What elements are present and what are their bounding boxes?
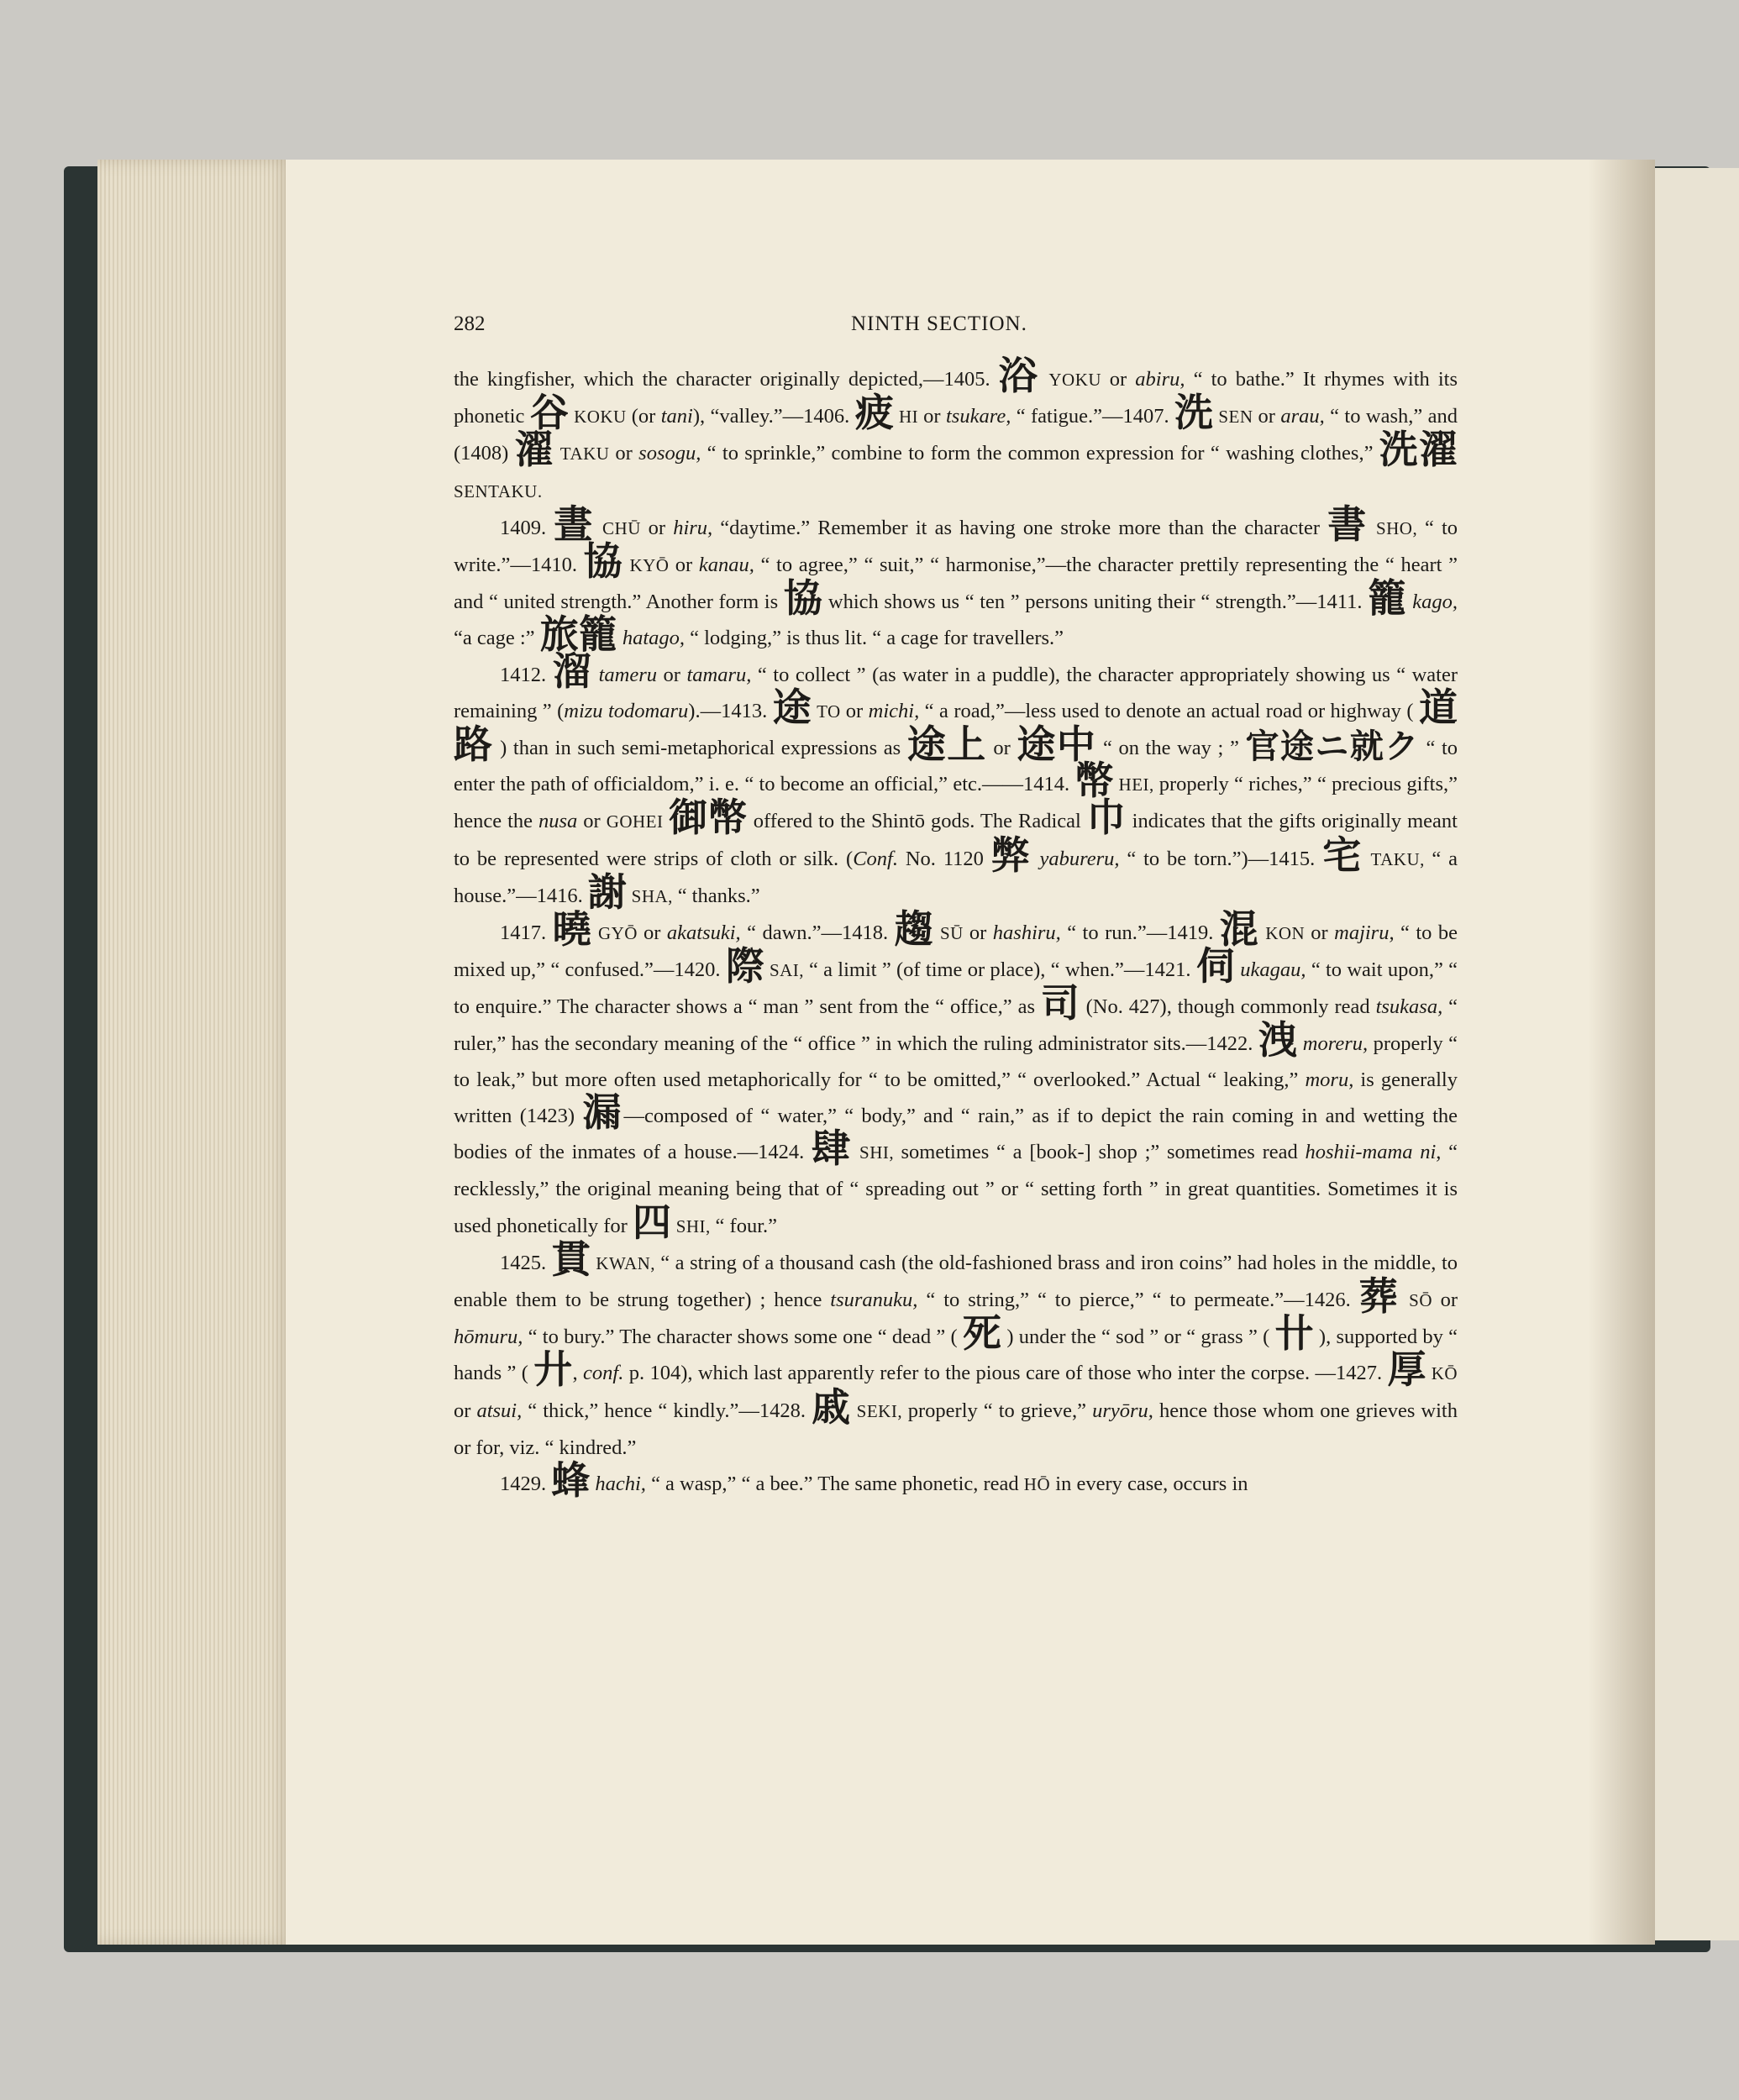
page-gutter-shadow bbox=[1588, 160, 1655, 1945]
kanji-character: 司 bbox=[1040, 980, 1080, 1026]
reading-smallcaps: SHA, bbox=[626, 885, 678, 906]
kanji-character: 疲 bbox=[854, 390, 894, 436]
text-run: is generally written (1423) bbox=[454, 1068, 1458, 1128]
reading-smallcaps: GOHEI bbox=[606, 811, 670, 832]
text-run: or bbox=[615, 442, 639, 465]
page-number: 282 bbox=[454, 312, 486, 335]
text-run: or bbox=[1311, 921, 1335, 945]
kanji-character: 趨 bbox=[894, 906, 934, 953]
facing-page-edge bbox=[1645, 168, 1739, 1940]
kanji-character: 谷 bbox=[529, 390, 570, 436]
kanji-character: 混 bbox=[1219, 906, 1260, 953]
kanji-character: 協 bbox=[583, 538, 624, 585]
kanji-character: 途 bbox=[772, 684, 812, 730]
kanji-character: 御幣 bbox=[669, 795, 748, 841]
italic-term: ukagau, bbox=[1235, 958, 1306, 982]
text-run: “ to sprinkle,” combine to form the common expression for “ washing clothes,” bbox=[701, 442, 1379, 465]
kanji-character: 曉 bbox=[552, 906, 592, 953]
kanji-character: 際 bbox=[725, 943, 765, 990]
italic-term: sosogu, bbox=[638, 442, 701, 465]
kanji-character: 洩 bbox=[1258, 1016, 1298, 1063]
text-run: or bbox=[644, 921, 667, 945]
text-run: “ a wasp,” “ a bee.” The same phonetic, read bbox=[645, 1473, 1024, 1496]
text-run: “ four.” bbox=[715, 1214, 778, 1237]
text-run: 1429. bbox=[500, 1473, 552, 1496]
italic-term: kago, bbox=[1406, 591, 1458, 614]
reading-smallcaps: TAKU bbox=[554, 444, 616, 465]
reading-smallcaps: KWAN, bbox=[591, 1252, 661, 1273]
kanji-character: 巾 bbox=[1086, 795, 1127, 841]
paragraph bbox=[454, 906, 1458, 1245]
text-run: “ recklessly,” the original meaning being that of “ spreading out ” or “ setting forth ” in great quantities. Sometimes it is used phonetically for bbox=[454, 1141, 1458, 1237]
text-run: “ a string of a thousand cash (the old-fashioned brass and iron coins” had holes in the middle, to enable them to be strung together) ; hence bbox=[454, 1251, 1458, 1312]
text-run: “ to be torn.”)—1415. bbox=[1119, 847, 1323, 870]
text-run: “ thanks.” bbox=[677, 884, 760, 907]
italic-term: michi, bbox=[868, 699, 920, 722]
reading-smallcaps: KON bbox=[1259, 923, 1311, 944]
kanji-character: 協 bbox=[783, 575, 823, 622]
paragraph bbox=[454, 1457, 1458, 1504]
reading-smallcaps: TAKU, bbox=[1363, 848, 1432, 869]
text-run: or bbox=[1109, 368, 1136, 391]
text-run: “ on the way ; ” bbox=[1096, 737, 1246, 760]
italic-term: hoshii-mama ni, bbox=[1305, 1141, 1442, 1164]
kanji-character: 洗濯 bbox=[1379, 427, 1458, 473]
italic-term: kanau, bbox=[698, 554, 754, 577]
text-run: “ ruler,” has the secondary meaning of the “ office ” in which the ruling administrator sits.—1422. bbox=[454, 995, 1458, 1055]
text-run: “ to run.”—1419. bbox=[1060, 921, 1220, 945]
kanji-character: 四 bbox=[632, 1199, 671, 1245]
text-run: “ to be mixed up,” “ confused.”—1420. bbox=[454, 921, 1458, 982]
kanji-character: 晝 bbox=[554, 501, 596, 547]
reading-smallcaps: SEN bbox=[1213, 407, 1258, 428]
italic-term: moreru, bbox=[1297, 1032, 1369, 1055]
text-run: “ to wait upon,” “ to enquire.” The character shows a “ man ” sent from the “ office,” as bbox=[454, 958, 1458, 1019]
italic-term: uryōru, bbox=[1092, 1399, 1153, 1422]
kanji-character: 廾 bbox=[533, 1347, 573, 1393]
text-run: 1409. bbox=[500, 516, 554, 539]
text-run: or bbox=[675, 554, 699, 577]
italic-term: Conf. bbox=[853, 847, 898, 870]
text-run: or bbox=[577, 810, 607, 833]
kanji-character: 肆 bbox=[812, 1126, 853, 1172]
text-run: 1417. bbox=[500, 921, 553, 945]
italic-term: tsuranuku, bbox=[830, 1289, 918, 1312]
text-run: properly “ to leak,” but more often used metaphorically for “ to be omitted,” “ overlooked.” Actual “ leaking,” bbox=[454, 1032, 1458, 1091]
text-run: the kingfisher, which the character originally depicted,—1405. bbox=[454, 368, 999, 391]
text-run: or bbox=[454, 1399, 477, 1422]
reading-smallcaps: KYŌ bbox=[623, 555, 675, 576]
kanji-character: 弊 bbox=[990, 832, 1032, 878]
page-header bbox=[454, 312, 1462, 346]
text-run: or bbox=[969, 921, 993, 945]
reading-smallcaps: SENTAKU. bbox=[454, 480, 543, 501]
text-run: ) under the “ sod ” or “ grass ” ( bbox=[1001, 1326, 1275, 1349]
italic-term: hōmuru, bbox=[454, 1326, 523, 1349]
text-run: “ a house.”—1416. bbox=[454, 847, 1458, 907]
text-run: 1412. bbox=[500, 663, 553, 686]
text-run: “ a road,”—less used to denote an actual road or highway ( bbox=[919, 699, 1419, 722]
kanji-character: 幣 bbox=[1074, 758, 1114, 804]
text-run: “ to string,” “ to pierce,” “ to permeate.”—1426. bbox=[917, 1289, 1359, 1312]
reading-smallcaps: SHI, bbox=[670, 1215, 716, 1236]
text-run: p. 104), which last apparently refer to the pious care of those who inter the corpse. —1427. bbox=[623, 1362, 1388, 1385]
paragraph bbox=[454, 648, 1458, 915]
kanji-character: 洗 bbox=[1174, 390, 1214, 436]
text-run: (or bbox=[631, 405, 661, 428]
text-run: “ to enter the path of officialdom,” i. e. “ to become an official,” etc.——1414. bbox=[454, 737, 1458, 796]
text-run: “ to write.”—1410. bbox=[454, 516, 1458, 577]
text-run: “ thick,” hence “ kindly.”—1428. bbox=[522, 1399, 812, 1422]
reading-smallcaps: SHO, bbox=[1369, 517, 1425, 538]
text-run: “ to collect ” (as water in a puddle), the character appropriately showing us “ water remaining ” ( bbox=[454, 663, 1458, 722]
text-run: ), supported by “ hands ” ( bbox=[454, 1326, 1458, 1385]
text-run: ).—1413. bbox=[688, 699, 773, 722]
text-run: —composed of “ water,” “ body,” and “ rain,” as if to depict the rain coming in and wetting the bodies of the inmates of a house.—1424. bbox=[454, 1105, 1458, 1164]
text-run: “a cage :” bbox=[454, 627, 540, 650]
text-run: hence those whom one grieves with or for, viz. “ kindred.” bbox=[454, 1399, 1458, 1459]
reading-smallcaps: KOKU bbox=[569, 407, 632, 428]
text-run: “ lodging,” is thus lit. “ a cage for travellers.” bbox=[685, 627, 1064, 650]
paragraph bbox=[454, 353, 1458, 510]
text-run: or bbox=[923, 405, 946, 428]
text-run: 1425. bbox=[500, 1251, 552, 1274]
reading-smallcaps: YOKU bbox=[1040, 370, 1110, 390]
reading-smallcaps: GYŌ bbox=[591, 923, 644, 944]
text-run: sometimes “ a [book-] shop ;” sometimes read bbox=[901, 1141, 1306, 1164]
kanji-character: 貫 bbox=[551, 1236, 591, 1282]
reading-smallcaps: HEI, bbox=[1113, 774, 1159, 795]
italic-term: hachi, bbox=[590, 1473, 646, 1496]
italic-term: yabureru, bbox=[1032, 847, 1120, 870]
kanji-character: 謝 bbox=[587, 869, 627, 915]
kanji-character: 途中 bbox=[1017, 722, 1097, 768]
italic-term: tameru bbox=[592, 663, 664, 686]
text-run: or bbox=[1440, 1289, 1458, 1312]
italic-term: hatago, bbox=[617, 627, 685, 650]
reading-smallcaps: TO bbox=[812, 701, 846, 722]
text-run: No. 1120 bbox=[897, 847, 991, 870]
reading-smallcaps: SEKI, bbox=[850, 1400, 908, 1421]
text-run: indicates that the gifts originally meant to be represented were strips of cloth or silk. ( bbox=[454, 810, 1458, 870]
kanji-character: 卄 bbox=[1274, 1310, 1314, 1357]
italic-term: hashiru, bbox=[992, 921, 1061, 945]
text-run: “ a limit ” (of time or place), “ when.”—1421. bbox=[808, 958, 1196, 982]
italic-term: nusa bbox=[539, 810, 578, 833]
reading-smallcaps: KŌ bbox=[1426, 1363, 1458, 1384]
kanji-character: 旅籠 bbox=[539, 612, 617, 658]
kanji-character: 書 bbox=[1327, 501, 1369, 547]
text-run: or bbox=[648, 516, 674, 539]
kanji-character: 道路 bbox=[454, 684, 1458, 768]
reading-smallcaps: HI bbox=[893, 407, 924, 428]
reading-smallcaps: SAI, bbox=[764, 960, 809, 981]
text-run: “ to wash,” and (1408) bbox=[454, 405, 1458, 465]
kanji-character: 途上 bbox=[906, 722, 987, 768]
italic-term: conf. bbox=[583, 1362, 624, 1385]
paragraph bbox=[454, 1236, 1458, 1466]
italic-term: tsukasa, bbox=[1375, 995, 1443, 1019]
reading-smallcaps: SŪ bbox=[933, 923, 969, 944]
kanji-character: 溜 bbox=[552, 648, 593, 694]
italic-term: atsui, bbox=[476, 1399, 523, 1422]
italic-term: hiru, bbox=[673, 516, 713, 539]
italic-term: tamaru, bbox=[686, 663, 752, 686]
italic-term: tsukare, bbox=[945, 405, 1011, 428]
body-text bbox=[454, 353, 1458, 1504]
italic-term: mizu todomaru bbox=[564, 699, 689, 722]
kanji-character: 葬 bbox=[1358, 1273, 1401, 1320]
text-run: “daytime.” Remember it as having one stroke more than the character bbox=[712, 516, 1328, 539]
kanji-character: 厚 bbox=[1387, 1347, 1426, 1393]
text-run: or bbox=[1258, 405, 1281, 428]
italic-term: moru, bbox=[1305, 1068, 1354, 1091]
text-run: properly “ riches,” “ precious gifts,” hence the bbox=[454, 773, 1458, 833]
kanji-character: 籠 bbox=[1368, 575, 1407, 622]
reading-smallcaps: SHI, bbox=[852, 1142, 901, 1163]
text-run: or bbox=[845, 699, 869, 722]
kanji-character: 戚 bbox=[812, 1383, 851, 1430]
text-run: “ fatigue.”—1407. bbox=[1011, 405, 1175, 428]
italic-term: akatsuki, bbox=[666, 921, 741, 945]
italic-term: abiru, bbox=[1135, 368, 1185, 391]
reading-smallcaps: CHŪ bbox=[595, 517, 649, 538]
text-run: “ to bury.” The character shows some one “ dead ” ( bbox=[523, 1326, 963, 1349]
paragraph bbox=[454, 501, 1458, 658]
kanji-character: 伺 bbox=[1195, 943, 1235, 990]
text-run: which shows us “ ten ” persons uniting their “ strength.”—1411. bbox=[822, 591, 1369, 614]
reading-smallcaps: HŌ bbox=[1023, 1474, 1051, 1495]
text-run: “ to agree,” “ suit,” “ harmonise,”—the character prettily representing the “ heart ” and “ united strength.” Another form is bbox=[454, 554, 1458, 614]
page-block-edges bbox=[97, 160, 291, 1945]
text-run: , bbox=[572, 1362, 584, 1385]
text-run: “ dawn.”—1418. bbox=[740, 921, 895, 945]
kanji-character: 漏 bbox=[582, 1089, 624, 1136]
text-run: in every case, occurs in bbox=[1050, 1473, 1248, 1496]
text-run: ) than in such semi-metaphorical expressions as bbox=[493, 737, 907, 760]
kanji-character: 官途ニ就ク bbox=[1245, 727, 1420, 767]
text-run: or bbox=[986, 737, 1017, 760]
text-run: or bbox=[663, 663, 687, 686]
kanji-character: 宅 bbox=[1322, 832, 1363, 878]
reading-smallcaps: SŌ bbox=[1400, 1290, 1441, 1311]
kanji-character: 濯 bbox=[514, 427, 554, 473]
text-run: properly “ to grieve,” bbox=[907, 1399, 1093, 1422]
kanji-character: 蜂 bbox=[551, 1457, 591, 1504]
text-run: offered to the Shintō gods. The Radical bbox=[747, 810, 1087, 833]
italic-term: arau, bbox=[1280, 405, 1325, 428]
running-title: NINTH SECTION. bbox=[851, 312, 1027, 335]
italic-term: tani bbox=[660, 405, 693, 428]
kanji-character: 死 bbox=[962, 1310, 1002, 1357]
text-run: ), “valley.”—1406. bbox=[692, 405, 855, 428]
italic-term: majiru, bbox=[1334, 921, 1395, 945]
kanji-character: 浴 bbox=[998, 353, 1041, 398]
text-run: “ to bathe.” It rhymes with its phonetic bbox=[454, 368, 1458, 428]
text-run: (No. 427), though commonly read bbox=[1080, 995, 1376, 1019]
